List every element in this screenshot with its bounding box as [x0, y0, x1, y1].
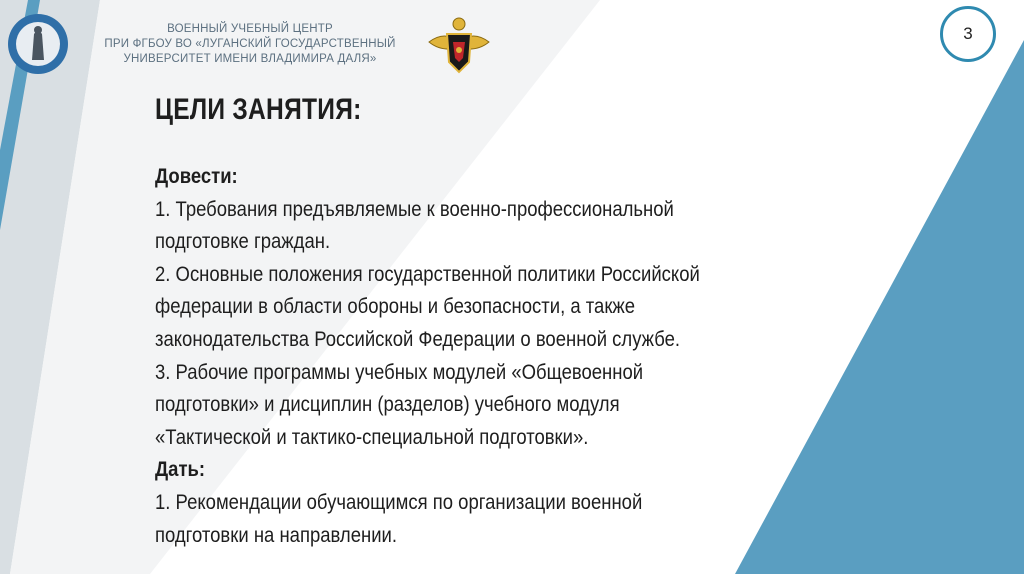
slide-body: [155, 160, 826, 551]
organization-header: [90, 22, 410, 67]
body-line: подготовки на направлении.: [155, 522, 397, 547]
page-number-badge: 3: [940, 6, 996, 62]
military-emblem-icon: [425, 12, 493, 80]
section-label-give: Дать:: [155, 457, 206, 482]
body-line: 3. Рабочие программы учебных модулей «Общевоенной: [155, 359, 644, 384]
body-line: 2. Основные положения государственной политики Российской: [155, 261, 700, 286]
body-line: федерации в области обороны и безопасности, а также: [155, 294, 636, 319]
university-seal-icon: [6, 12, 70, 76]
body-line: 1. Требования предъявляемые к военно-профессиональной: [155, 196, 674, 221]
body-line: «Тактической и тактико-специальной подготовки».: [155, 424, 589, 449]
body-line: подготовке граждан.: [155, 229, 331, 254]
body-line: подготовки» и дисциплин (разделов) учебного модуля: [155, 392, 620, 417]
org-line-1: ВОЕННЫЙ УЧЕБНЫЙ ЦЕНТР: [167, 23, 333, 35]
body-line: законодательства Российской Федерации о военной службе.: [155, 326, 681, 351]
body-line: 1. Рекомендации обучающимся по организации военной: [155, 489, 643, 514]
org-line-2: ПРИ ФГБОУ ВО «ЛУГАНСКИЙ ГОСУДАРСТВЕННЫЙ: [104, 38, 396, 50]
org-line-3: УНИВЕРСИТЕТ ИМЕНИ ВЛАДИМИРА ДАЛЯ»: [123, 53, 377, 65]
slide-title: ЦЕЛИ ЗАНЯТИЯ:: [155, 93, 362, 126]
section-label-inform: Довести:: [155, 164, 238, 188]
